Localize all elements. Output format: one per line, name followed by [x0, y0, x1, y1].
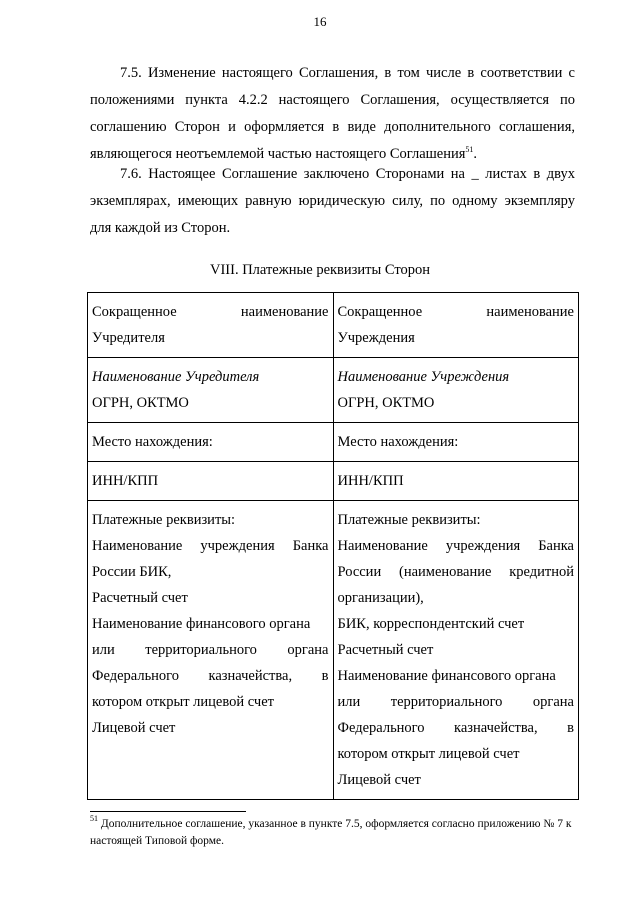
founder-short-name-line: Учредителя [92, 330, 165, 346]
table-row [88, 423, 579, 462]
institution-short-name-word: наименование [486, 304, 574, 320]
institution-bank-word: Банка [538, 538, 574, 554]
table-row [88, 293, 579, 358]
institution-bank-word: Наименование [337, 538, 428, 554]
founder-name-cell [88, 358, 334, 423]
institution-ogrn: ОГРН, ОКТМО [337, 395, 435, 411]
institution-payment-cell [333, 501, 579, 800]
founder-short-name-cell [88, 293, 334, 358]
table-row [88, 462, 579, 501]
founder-bank-word: Банка [292, 538, 329, 554]
institution-short-name-line [338, 299, 575, 325]
founder-bank-word: Наименование [92, 538, 183, 554]
founder-opened-line: котором открыт лицевой счет [92, 694, 274, 710]
institution-treasury-word: Федерального [337, 720, 425, 736]
section-title: VIII. Платежные реквизиты Сторон [210, 262, 430, 278]
founder-treasury-word: в [321, 668, 329, 684]
founder-inn-cell: ИНН/КПП [88, 462, 334, 501]
page-number: 16 [313, 14, 327, 29]
founder-bank-word: учреждения [200, 538, 275, 554]
table-row [88, 501, 579, 800]
institution-treasury-line [338, 715, 575, 741]
founder-payment-cell [88, 501, 334, 800]
founder-territorial-line [92, 637, 329, 663]
footnote-reference[interactable]: 51 [465, 145, 474, 154]
founder-fin-organ-line: Наименование финансового органа [92, 616, 311, 632]
paragraph-7-5-text: 7.5. Изменение настоящего Соглашения, в том числе в соответствии с положениями пункта 4.2.2 настоящего Соглашения, осуществляется по соглашению Сторон и оформляется в виде дополнительного соглашения, являющегося неотъемлемой частью настоящего Соглашения [90, 65, 575, 162]
founder-short-name-word: наименование [240, 304, 329, 320]
founder-location-cell: Место нахождения: [88, 423, 334, 462]
founder-name: Наименование Учредителя [92, 369, 260, 385]
institution-name: Наименование Учреждения [337, 369, 510, 385]
institution-treasury-word: казначейства, [454, 720, 538, 736]
paragraph-7-5: 7.5. Изменение настоящего Соглашения, в том числе в соответствии с положениями пункта 4.2.2 настоящего Соглашения, осуществляется по соглашению Сторон и оформляется в виде дополнительного соглашения, являющегося неотъемлемой частью настоящего Соглашения$^{51}$. [90, 65, 575, 162]
institution-fin-organ-line: Наименование финансового органа [337, 668, 556, 684]
founder-ogrn: ОГРН, ОКТМО [92, 395, 189, 411]
institution-name-cell [333, 358, 579, 423]
institution-inn-cell: ИНН/КПП [333, 462, 579, 501]
founder-payment-title: Платежные реквизиты: [92, 512, 236, 528]
institution-treasury-word: в [567, 720, 574, 736]
institution-personal-account-line: Лицевой счет [337, 772, 421, 788]
institution-russia-word: России [337, 564, 382, 580]
institution-account-line: Расчетный счет [337, 642, 434, 658]
institution-short-name-line: Учреждения [337, 330, 415, 346]
institution-opened-line: котором открыт лицевой счет [337, 746, 520, 762]
payment-details-table [87, 292, 579, 800]
founder-territorial-word: органа [287, 642, 329, 658]
founder-bank-line [92, 533, 329, 559]
institution-territorial-word: территориального [390, 694, 503, 710]
institution-short-name-word: Сокращенное [337, 304, 423, 320]
founder-personal-account-line: Лицевой счет [92, 720, 176, 736]
institution-territorial-line [338, 689, 575, 715]
institution-territorial-word: или [337, 694, 361, 710]
institution-credit-org-line: организации), [337, 590, 424, 606]
founder-short-name-word: Сокращенное [92, 304, 177, 320]
institution-short-name-cell [333, 293, 579, 358]
institution-russia-word: кредитной [509, 564, 574, 580]
table-row [88, 358, 579, 423]
founder-account-line: Расчетный счет [92, 590, 188, 606]
founder-bik-line: России БИК, [92, 564, 172, 580]
paragraph-7-6: 7.6. Настоящее Соглашение заключено Сторонами на _ листах в двух экземплярах, имеющих равную юридическую силу, по одному экземпляру для каждой из Сторон. [90, 166, 575, 236]
institution-payment-title: Платежные реквизиты: [337, 512, 481, 528]
founder-treasury-line [92, 663, 329, 689]
founder-territorial-word: или [92, 642, 115, 658]
founder-short-name-line [92, 299, 329, 325]
institution-territorial-word: органа [532, 694, 574, 710]
institution-bik-line: БИК, корреспондентский счет [337, 616, 525, 632]
footnote-mark: 51 [90, 814, 98, 823]
founder-treasury-word: казначейства, [208, 668, 293, 684]
footnote [90, 816, 578, 850]
footnote-text: Дополнительное соглашение, указанное в пункте 7.5, оформляется согласно приложению № 7 к настоящей Типовой форме. [90, 818, 572, 847]
founder-territorial-word: территориального [145, 642, 257, 658]
institution-russia-line [338, 559, 575, 585]
institution-location-cell: Место нахождения: [333, 423, 579, 462]
footnote-divider [90, 811, 246, 812]
institution-russia-word: (наименование [398, 564, 492, 580]
founder-treasury-word: Федерального [92, 668, 180, 684]
institution-bank-line [338, 533, 575, 559]
institution-bank-word: учреждения [445, 538, 521, 554]
